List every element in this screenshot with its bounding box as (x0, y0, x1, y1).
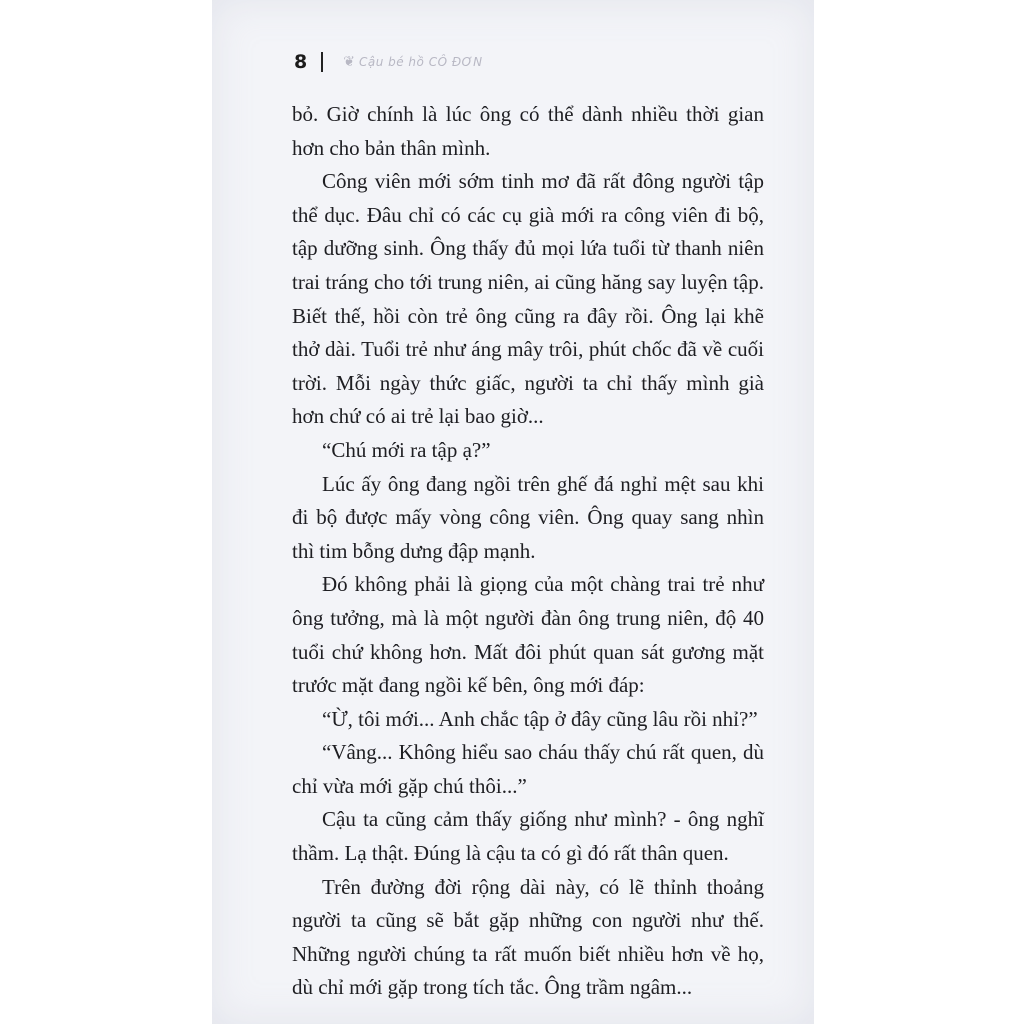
paragraph: Đó không phải là giọng của một chàng trai trẻ như ông tưởng, mà là một người đàn ông trung niên, độ 40 tuổi chứ không hơn. Mất đôi phút quan sát gương mặt trước mặt đang ngồi kế bên, ông mới đáp: (292, 572, 764, 698)
dialogue-line: “Ừ, tôi mới... Anh chắc tập ở đây cũng lâu rồi nhỉ?” (322, 706, 758, 731)
decorative-leaf-icon: ❦ (343, 54, 355, 70)
book-page (212, 0, 814, 1024)
paragraph-continuation: bỏ. Giờ chính là lúc ông có thể dành nhiều thời gian hơn cho bản thân mình. (292, 102, 764, 160)
dialogue-line: “Vâng... Không hiểu sao cháu thấy chú rất quen, dù chỉ vừa mới gặp chú thôi...” (292, 740, 764, 798)
page-number: 8 (294, 51, 308, 73)
dialogue-line: “Chú mới ra tập ạ?” (322, 437, 491, 462)
running-title: Cậu bé hồ CÔ ĐƠN (358, 55, 483, 69)
paragraph: Cậu ta cũng cảm thấy giống như mình? - ông nghĩ thầm. Lạ thật. Đúng là cậu ta có gì đó rất thân quen. (292, 807, 764, 866)
paragraph: Trên đường đời rộng dài này, có lẽ thỉnh thoảng người ta cũng sẽ bắt gặp những con người như thế. Những người chúng ta rất muốn biết nhiều hơn về họ, dù chỉ mới gặp trong tích tắc. Ông trầm ngâm... (292, 874, 764, 1000)
header-divider (321, 52, 323, 72)
paragraph: Lúc ấy ông đang ngồi trên ghế đá nghỉ mệt sau khi đi bộ được mấy vòng công viên. Ông quay sang nhìn thì tim bỗng dưng đập mạnh. (292, 471, 764, 563)
page-header (294, 42, 483, 82)
page-body (292, 98, 764, 1005)
paragraph: Công viên mới sớm tinh mơ đã rất đông người tập thể dục. Đâu chỉ có các cụ già mới ra công viên đi bộ, tập dưỡng sinh. Ông thấy đủ mọi lứa tuổi từ thanh niên trai tráng cho tới trung niên, ai cũng hăng say luyện tập. Biết thế, hồi còn trẻ ông cũng ra đây rồi. Ông lại khẽ thở dài. Tuổi trẻ như áng mây trôi, phút chốc đã về cuối trời. Mỗi ngày thức giấc, người ta chỉ thấy mình già hơn chứ có ai trẻ lại bao giờ... (292, 169, 764, 429)
